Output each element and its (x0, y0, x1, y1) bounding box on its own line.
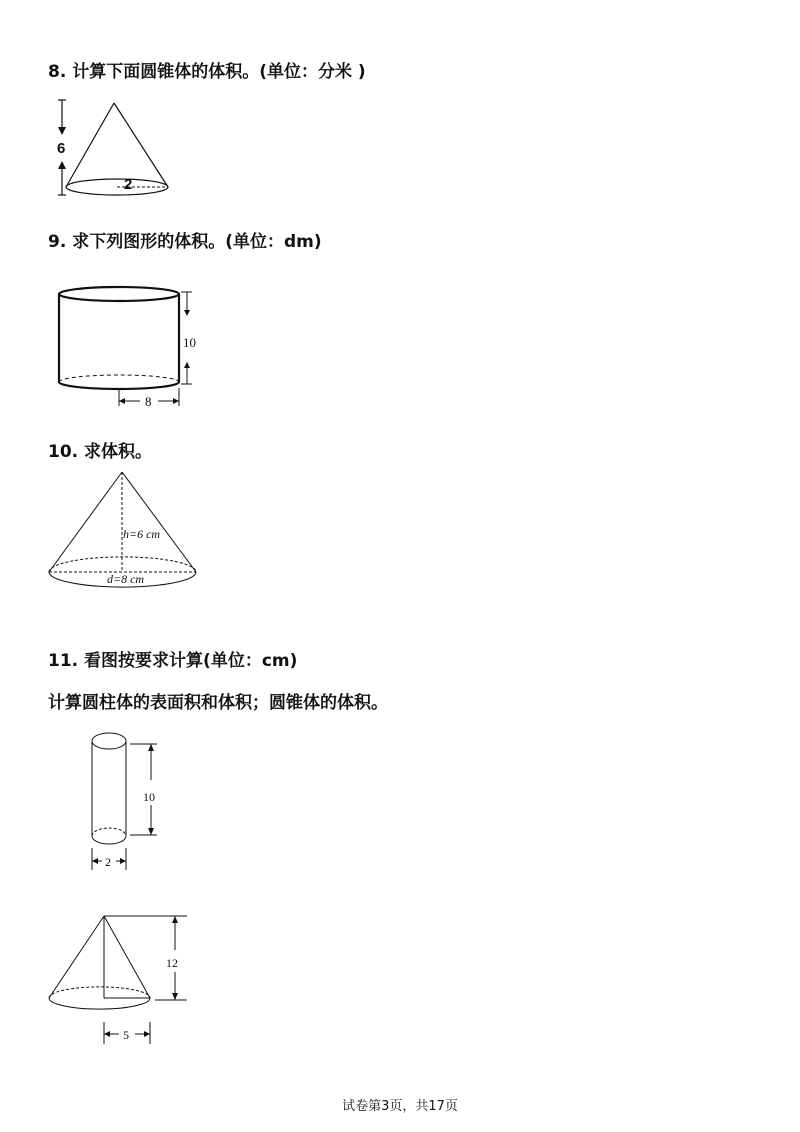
question-text: 求下列图形的体积。(单位：dm) (72, 232, 322, 252)
question-number: 11. (48, 651, 79, 671)
question-11-title (48, 646, 297, 671)
question-number: 10. (48, 442, 79, 462)
q8-radius-label: 2 (124, 176, 133, 193)
q11-cone-height-label: 12 (166, 956, 178, 970)
q11-cone-radius-label: 5 (123, 1028, 129, 1042)
q9-height-label: 10 (183, 335, 196, 350)
question-9-title (48, 227, 322, 252)
q8-cone-figure (50, 95, 180, 205)
question-text: 看图按要求计算(单位：cm) (84, 651, 298, 671)
q11-cylinder-figure (85, 725, 175, 875)
page-footer: 试卷第3页，共17页 (342, 1099, 458, 1114)
q10-cone-figure (45, 468, 205, 593)
q11-cylinder-diameter-label: 2 (105, 855, 111, 869)
question-number: 8. (48, 62, 67, 82)
q8-height-label: 6 (57, 140, 66, 157)
question-text: 求体积。 (84, 442, 153, 462)
question-text: 计算下面圆锥体的体积。(单位：分米 ) (72, 62, 366, 82)
question-number: 9. (48, 232, 67, 252)
q9-cylinder-figure (50, 280, 220, 410)
question-10-title (48, 437, 152, 462)
q10-diameter-label: d=8 cm (107, 572, 145, 586)
q11-cone-figure (45, 910, 195, 1050)
q9-diameter-label: 8 (145, 394, 152, 409)
q11-cylinder-height-label: 10 (143, 790, 155, 804)
question-11-subtext: 计算圆柱体的表面积和体积；圆锥体的体积。 (48, 693, 388, 713)
q10-height-label: h=6 cm (123, 527, 161, 541)
question-8-title (48, 57, 366, 82)
